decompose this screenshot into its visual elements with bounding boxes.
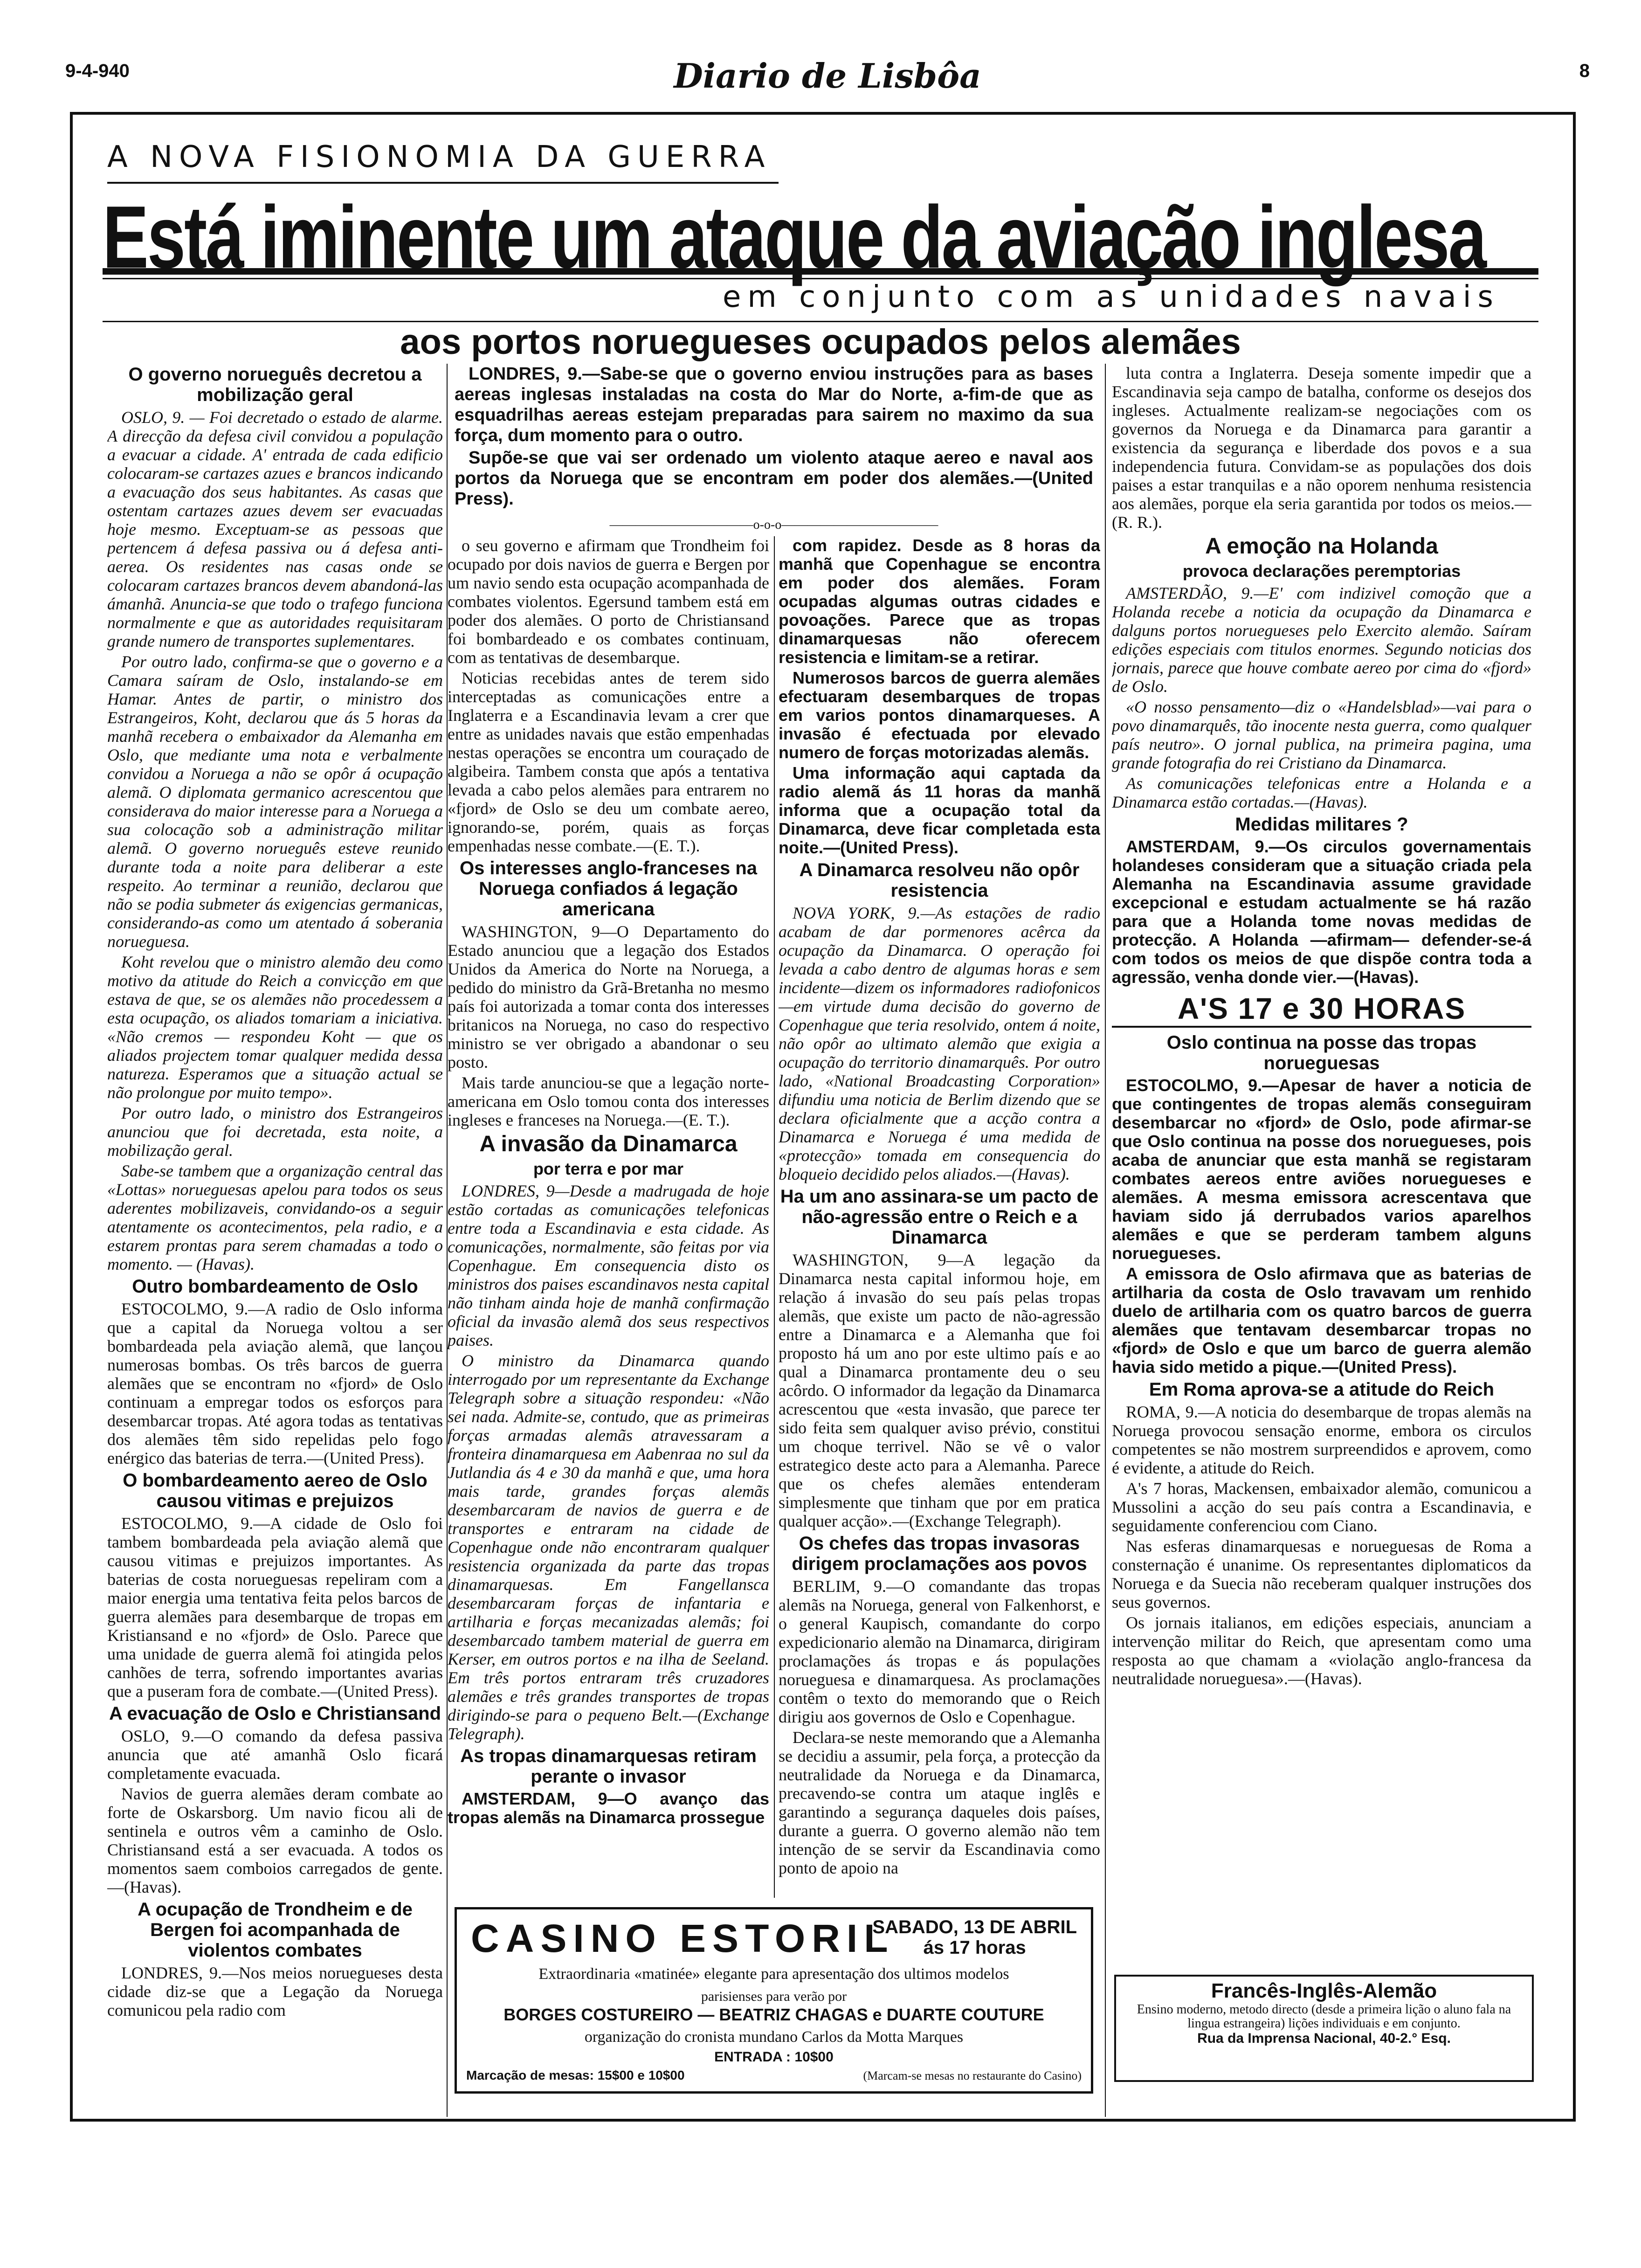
paragraph: «O nosso pensamento—diz o «Handelsblad»—vai para o povo dinamarquês, tão inocente nesta guerra, como qualquer país neutro». O jornal publica, na primeira pagina, uma grande fotografia do rei Cristiano da Dinamarca. bbox=[1112, 698, 1531, 772]
ad-title: Francês-Inglês-Alemão bbox=[1211, 1979, 1437, 2002]
paragraph: ESTOCOLMO, 9.—Apesar de haver a noticia de que contingentes de tropas alemãs conseguiram desembarcar no «fjord» de Oslo, pode afirmar-se que Oslo continua na posse dos noruegueses, pois acaba de anunciar que esta manhã se registaram combates aereos entre aviões noruegueses e alemães. A mesma emissora acrescentava que haviam sido já derrubados varios aparelhos alemães e que se perderam tambem alguns noruegueses. bbox=[1112, 1076, 1531, 1263]
paragraph: o seu governo e afirmam que Trondheim foi ocupado por dois navios de guerra e Bergen por um navio sendo esta ocupação acompanhada de combates violentos. Egersund tambem está em poder dos alemães. O porto de Christiansand foi bombardeado e os combates continuam, com as tentativas de desembarque. bbox=[448, 536, 769, 667]
newspaper-title: Diario de Lisbôa bbox=[674, 56, 981, 96]
ad-line-designers: BORGES COSTUREIRO — BEATRIZ CHAGAS e DUARTE COUTURE bbox=[503, 2005, 1044, 2024]
lead-story bbox=[455, 364, 1093, 513]
headline: Está iminente um ataque da aviação inglesa bbox=[103, 188, 1485, 287]
paragraph: Sabe-se tambem que a organização central das «Lottas» norueguesas apelou para todos os seus aderentes mobilizaveis, convidando-os a seguir atentamente os acontecimentos, pela radio, e a estarem prontas para serem chamadas a todo o momento. — (Havas). bbox=[107, 1162, 443, 1273]
ad-line: organização do cronista mundano Carlos da Motta Marques bbox=[584, 2028, 964, 2046]
paragraph: O ministro da Dinamarca quando interrogado por um representante da Exchange Telegraph sobre a situação respondeu: «Não sei nada. Admite-se, contudo, que as primeiras forças armadas alemãs atravessaram a fronteira dinamarquesa em Aabenraa no sul da Jutlandia ás 4 e 30 da manhã e que, uma hora mais tarde, grandes forças alemãs desembarcaram de navios de guerra e de transportes e entraram na cidade de Copenhague onde não encontraram qualquer resistencia organizada da parte das tropas dinamarquesas. Em Fangellansca desembarcaram forças de infantaria e artilharia e forças mecanizadas alemãs; foi desembarcado tambem material de guerra em Kerser, em outros portos e na ilha de Seeland. Em três portos entraram três cruzadores alemães e três grandes transportes de tropas dirigindo-se para o pequeno Belt.—(Exchange Telegraph). bbox=[448, 1351, 769, 1743]
masthead bbox=[65, 56, 1590, 98]
page-number: 8 bbox=[1579, 61, 1590, 81]
column-1 bbox=[107, 361, 443, 2115]
paragraph: Noticias recebidas antes de terem sido interceptadas as comunicações entre a Inglaterra e a Escandinavia levam a crer que entre as unidades navais que estão empenhadas nestas operações se encontra um couraçado de algibeira. Tambem consta que após a tentativa levada a cabo pelos alemães para entrarem no «fjord» de Oslo se deu um combate aereo, ignorando-se, porém, quais as forças empenhadas nesse combate.—(E. T.). bbox=[448, 669, 769, 855]
issue-date: 9-4-940 bbox=[65, 61, 130, 81]
late-news-banner: A'S 17 e 30 HORAS bbox=[1112, 991, 1531, 1028]
section-heading: Ha um ano assinara-se um pacto de não-agressão entre o Reich e a Dinamarca bbox=[780, 1186, 1099, 1248]
paragraph: Os jornais italianos, em edições especiais, anunciam a intervenção militar do Reich, que apresentam como uma resposta ao que chamam a «violação anglo-francesa da neutralidade norueguesa».—(Havas). bbox=[1112, 1613, 1531, 1688]
column-4 bbox=[1112, 364, 1531, 1968]
paragraph: AMSTERDÃO, 9.—E' com indizivel comoção que a Holanda recebe a noticia da ocupação da Dinamarca e dalguns portos noruegueses pelo Exercito alemão. Saíram edições especiais com titulos enormes. Segundo noticias dos jornais, parece que houve combate aereo por cima do «fjord» de Oslo. bbox=[1112, 584, 1531, 696]
headline-rule-thick bbox=[103, 268, 1538, 275]
deck-headline: aos portos noruegueses ocupados pelos alemães bbox=[400, 322, 1241, 362]
language-lessons-advertisement bbox=[1114, 1975, 1534, 2082]
separator: ———————————o-o-o———————————— bbox=[609, 518, 938, 532]
column-divider bbox=[774, 536, 775, 1898]
paragraph: Nas esferas dinamarquesas e norueguesas de Roma a consternação é unanime. Os representantes diplomaticos da Noruega e da Suecia não receberam qualquer instruções dos seus governos. bbox=[1112, 1537, 1531, 1611]
paragraph: luta contra a Inglaterra. Deseja somente impedir que a Escandinavia seja campo de batalha, conforme os desejos dos ingleses. Actualmente realizam-se negociações com os governos da Noruega e da Dinamarca para garantir a existencia da segurança e liberdade dos povos e a sua independencia futura. Convidam-se as populações dos dois paises a estar tranquilas e a não oporem nenhuma resistencia aos alemães, porque ela seria garantida por todos os meios.—(R. R.). bbox=[1112, 364, 1531, 532]
section-heading: A Dinamarca resolveu não opôr resistencia bbox=[799, 860, 1080, 901]
casino-advertisement bbox=[455, 1907, 1093, 2094]
section-heading-large: A invasão da Dinamarca bbox=[479, 1132, 738, 1156]
paragraph: AMSTERDAM, 9.—Os circulos governamentais holandeses consideram que a situação criada pela Alemanha na Escandinavia assume gravidade excepcional e estudam actualmente se há razão para que a Holanda tome novas medidas de protecção. A Holanda —afirmam— defender-se-á com todos os meios de que dispõe contra toda a agressão, venha donde vier.—(Havas). bbox=[1112, 837, 1531, 987]
paragraph: com rapidez. Desde as 8 horas da manhã que Copenhague se encontra em poder dos alemães. Foram ocupadas algumas outras cidades e povoações. Parece que as tropas dinamarquesas não oferecem resistencia e limitam-se a retirar. bbox=[779, 536, 1100, 667]
paragraph: Koht revelou que o ministro alemão deu como motivo da atitude do Reich a convicção em que estava de que, se os alemães não procedessem a esta ocupação, os aliados tomariam a iniciativa. «Não cremos — respondeu Koht — que os aliados projectem tomar qualquer medida dessa natureza. Esperamos que a situação actual se não prolongue por muito tempo». bbox=[107, 953, 443, 1102]
paragraph: Declara-se neste memorando que a Alemanha se decidiu a assumir, pela força, a protecção da neutralidade da Noruega e da Dinamarca, precavendo-se contra um ataque inglês e garantindo a segurança daqueles dois países, durante a guerra. O governo alemão não tem intenção de se servir da Escandinavia como ponto de apoio na bbox=[779, 1728, 1100, 1877]
paragraph: ESTOCOLMO, 9.—A radio de Oslo informa que a capital da Noruega voltou a ser bombardeada pela aviação alemã, que lançou numerosas bombas. Os três barcos de guerra alemães que se encontram no «fjord» de Oslo continuam a empregar todos os esforços para desembarcar tropas. Até agora todas as tentativas dos alemães têm sido repelidas pelo fogo enérgico das baterias de terra.—(United Press). bbox=[107, 1300, 443, 1467]
paragraph: Por outro lado, confirma-se que o governo e a Camara saíram de Oslo, instalando-se em Hamar. Antes de partir, o ministro dos Estrangeiros, Koht, declarou que ás 5 horas da manhã recebera o embaixador da Alemanha em Oslo, que mediante uma nota e verbalmente convidou a Noruega a não se opôr á ocupação alemã. O diplomata germanico acrescentou que considerava do maior interesse para a Noruega a sua colocação sob a administração militar alemã. O governo norueguês esteve reunido durante toda a noite para deliberar a este respeito. Ao terminar a reunião, declarou que não se podia submeter ás exigencias germanicas, considerando-as como um atentado á soberania norueguesa. bbox=[107, 652, 443, 951]
paragraph: Uma informação aqui captada da radio alemã ás 11 horas da manhã informa que a ocupação total da Dinamarca, deve ficar completada esta noite.—(United Press). bbox=[779, 763, 1100, 857]
paragraph: ROMA, 9.—A noticia do desembarque de tropas alemãs na Noruega provocou sensação enorme, embora os circulos competentes se não mostrem surpreendidos e aprovem, como é evidente, a atitude do Reich. bbox=[1112, 1403, 1531, 1477]
column-divider bbox=[1105, 364, 1106, 2117]
subheadline: em conjunto com as unidades navais bbox=[723, 280, 1500, 314]
column-2 bbox=[448, 536, 769, 1898]
paragraph: A's 7 horas, Mackensen, embaixador alemão, comunicou a Mussolini a acção do seu país contra a Escandinavia, e seguidamente conferenciou com Ciano. bbox=[1112, 1479, 1531, 1535]
paragraph: LONDRES, 9—Desde a madrugada de hoje estão cortadas as comunicações telefonicas entre toda a Escandinavia e esta cidade. As comunicações, normalmente, são feitas por via Copenhague. Em consequencia disto os ministros dos paises escandinavos nesta capital não tinham ainda hoje de manhã confirmação oficial da invasão alemã dos seus respectivos paises. bbox=[448, 1182, 769, 1349]
section-heading: Oslo continua na posse das tropas norueguesas bbox=[1166, 1032, 1477, 1073]
paragraph: WASHINGTON, 9—O Departamento do Estado anunciou que a legação dos Estados Unidos da America do Norte na Noruega, a pedido do ministro da Grã-Bretanha no mesmo país foi autorizada a tomar conta dos interesses britanicos na Noruega, no caso do respectivo ministro se ver obrigado a abandonar o seu posto. bbox=[448, 922, 769, 1072]
paragraph: Numerosos barcos de guerra alemães efectuaram desembarques de tropas em varios pontos dinamarqueses. A invasão é efectuada por elevado numero de forças motorizadas alemãs. bbox=[779, 668, 1100, 762]
ad-line: Extraordinaria «matinée» elegante para apresentação dos ultimos modelos bbox=[538, 1965, 1009, 1983]
paragraph: BERLIM, 9.—O comandante das tropas alemãs na Noruega, general von Falkenhorst, e o general Kaupisch, comandante do corpo expedicionario alemão na Dinamarca, dirigiram proclamações ás tropas e ás populações norueguesa e dinamarquesa. As proclamações contêm o texto do memorando que o Reich dirigiu aos governos de Oslo e Copenhague. bbox=[779, 1577, 1100, 1726]
casino-name: CASINO ESTORIL bbox=[471, 1916, 895, 1960]
paragraph: OSLO, 9. — Foi decretado o estado de alarme. A direcção da defesa civil convidou a população a evacuar a cidade. A' entrada de cada edificio colocaram-se cartazes azues e brancos indicando a evacuação dos seus habitantes. As casas que ostentam cartazes azues devem ser evacuadas hoje mesmo. Exceptuam-se as pessoas que pertencem á defesa passiva ou á defesa anti-aerea. Os residentes nas casas onde se colocaram cartazes brancos devem abandoná-las ámanhã. Anuncia-se que todo o trafego funciona normalmente e que as autoridades requisitaram grande numero de transportes suplementares. bbox=[107, 408, 443, 650]
paragraph: LONDRES, 9.—Nos meios noruegueses desta cidade diz-se que a Legação da Noruega comunicou pela radio com bbox=[107, 1964, 443, 2019]
kicker: A NOVA FISIONOMIA DA GUERRA bbox=[107, 140, 772, 174]
ad-table-note: (Marcam-se mesas no restaurante do Casino) bbox=[863, 2069, 1082, 2082]
paragraph: Mais tarde anunciou-se que a legação norte-americana em Oslo tomou conta dos interesses ingleses e franceses na Noruega.—(E. T.). bbox=[448, 1073, 769, 1129]
section-heading: Em Roma aprova-se a atitude do Reich bbox=[1149, 1379, 1495, 1400]
ad-line: parisienses para verão por bbox=[701, 1989, 847, 2004]
section-heading: O governo norueguês decretou a mobilização geral bbox=[128, 364, 422, 405]
section-heading: As tropas dinamarquesas retiram perante o invasor bbox=[460, 1746, 757, 1787]
section-heading: A ocupação de Trondheim e de Bergen foi acompanhada de violentos combates bbox=[138, 1899, 413, 1961]
section-subheading: provoca declarações peremptorias bbox=[1182, 561, 1461, 581]
paragraph: A emissora de Oslo afirmava que as baterias de artilharia da costa de Oslo travavam um renhido duelo de artilharia com os quatro barcos de guerra alemães que tentavam desembarcar tropas no «fjord» de Oslo e que um barco de guerra alemão havia sido metido a pique.—(United Press). bbox=[1112, 1264, 1531, 1376]
ad-address: Rua da Imprensa Nacional, 40-2.° Esq. bbox=[1197, 2031, 1451, 2046]
paragraph: AMSTERDAM, 9—O avanço das tropas alemãs na Dinamarca prossegue bbox=[448, 1789, 769, 1827]
section-subheading: por terra e por mar bbox=[533, 1159, 684, 1178]
paragraph: OSLO, 9.—O comando da defesa passiva anuncia que até amanhã Oslo ficará completamente evacuada. bbox=[107, 1727, 443, 1783]
paragraph: ESTOCOLMO, 9.—A cidade de Oslo foi tambem bombardeada pela aviação alemã que causou vitimas e prejuizos importantes. As baterias de costa norueguesas repeliram com a maior energia uma tentativa feita pelos barcos de guerra alemães para desembarque de tropas em Kristiansand e no «fjord» de Oslo. Parece que uma unidade de guerra alemã foi atingida pelos canhões de terra, sofrendo importantes avarias que a puseram fora de combate.—(United Press). bbox=[107, 1514, 443, 1701]
section-heading-large: A emoção na Holanda bbox=[1205, 534, 1438, 559]
paragraph: As comunicações telefonicas entre a Holanda e a Dinamarca estão cortadas.—(Havas). bbox=[1112, 774, 1531, 811]
paragraph: WASHINGTON, 9—A legação da Dinamarca nesta capital informou hoje, em relação á invasão do seu país pelas tropas alemãs, que existe um pacto de não-agressão entre a Dinamarca e a Alemanha que foi proposto há um ano por este ultimo país e ao qual a Dinamarca prontamente deu o seu acôrdo. O informador da legação da Dinamarca acrescentou que «esta invasão, que parece ter sido feita sem qualquer aviso prévio, constitui um choque terrivel. Não se vê o valor estrategico deste acto para a Alemanha. Parece que os chefes alemães entenderam simplesmente que tinham que por em pratica qualquer acção».—(Exchange Telegraph). bbox=[779, 1251, 1100, 1530]
event-time: ás 17 horas bbox=[923, 1937, 1026, 1958]
paragraph: NOVA YORK, 9.—As estações de radio acabam de dar pormenores acêrca da ocupação da Dinamarca. O operação foi levada a cabo dentro de algumas horas e sem incidente—dizem os informadores radiofonicos—em virtude duma decisão do governo de Copenhague que teria resolvido, ontem á noite, não opôr ao ultimato alemão que exigia a ocupação do territorio dinamarquês. Por outro lado, «National Broadcasting Corporation» difundiu uma noticia de Berlim dizendo que se declara oficialmente que a acção contra a Dinamarca e Noruega é uma medida de «protecção» tomada em consequencia do bloqueio decidido pelos aliados.—(Havas). bbox=[779, 904, 1100, 1183]
ad-entry-price: ENTRADA : 10$00 bbox=[714, 2049, 834, 2065]
paragraph: Por outro lado, o ministro dos Estrangeiros anunciou que foi decretada, esta noite, a mobilização geral. bbox=[107, 1104, 443, 1160]
lead-paragraph: Supõe-se que vai ser ordenado um violento ataque aereo e naval aos portos da Noruega que se encontram em poder dos alemães.—(United Press). bbox=[455, 448, 1093, 509]
event-date bbox=[872, 1917, 1077, 1958]
paragraph: Navios de guerra alemães deram combate ao forte de Oskarsborg. Um navio ficou ali de sentinela e outros vêm a caminho de Oslo. Christiansand está a ser evacuada. A todos os momentos saem comboios carregados de gente.—(Havas). bbox=[107, 1784, 443, 1896]
lead-paragraph: LONDRES, 9.—Sabe-se que o governo enviou instruções para as bases aereas inglesas instaladas na costa do Mar do Norte, a-fim-de que as esquadrilhas aereas estejam preparadas para sairem no maximo da sua força, dum momento para o outro. bbox=[455, 364, 1093, 445]
column-3 bbox=[779, 536, 1100, 1898]
section-heading: Os chefes das tropas invasoras dirigem proclamações aos povos bbox=[792, 1533, 1087, 1574]
section-heading: O bombardeamento aereo de Oslo causou vitimas e prejuizos bbox=[123, 1470, 427, 1511]
kicker-underline bbox=[107, 182, 779, 184]
ad-table-price: Marcação de mesas: 15$00 e 10$00 bbox=[466, 2068, 685, 2082]
headline-rule-thin bbox=[103, 278, 1538, 279]
section-heading: Os interesses anglo-franceses na Noruega confiados á legação americana bbox=[459, 858, 758, 920]
event-day: SABADO, 13 DE ABRIL bbox=[872, 1917, 1077, 1937]
ad-description: Ensino moderno, metodo directo (desde a primeira lição o aluno fala na lingua estrangeira) lições individuais e em conjunto. bbox=[1137, 2002, 1511, 2031]
section-heading: A evacuação de Oslo e Christiansand bbox=[109, 1703, 441, 1724]
section-heading: Outro bombardeamento de Oslo bbox=[132, 1276, 418, 1297]
section-heading: Medidas militares ? bbox=[1235, 814, 1408, 835]
